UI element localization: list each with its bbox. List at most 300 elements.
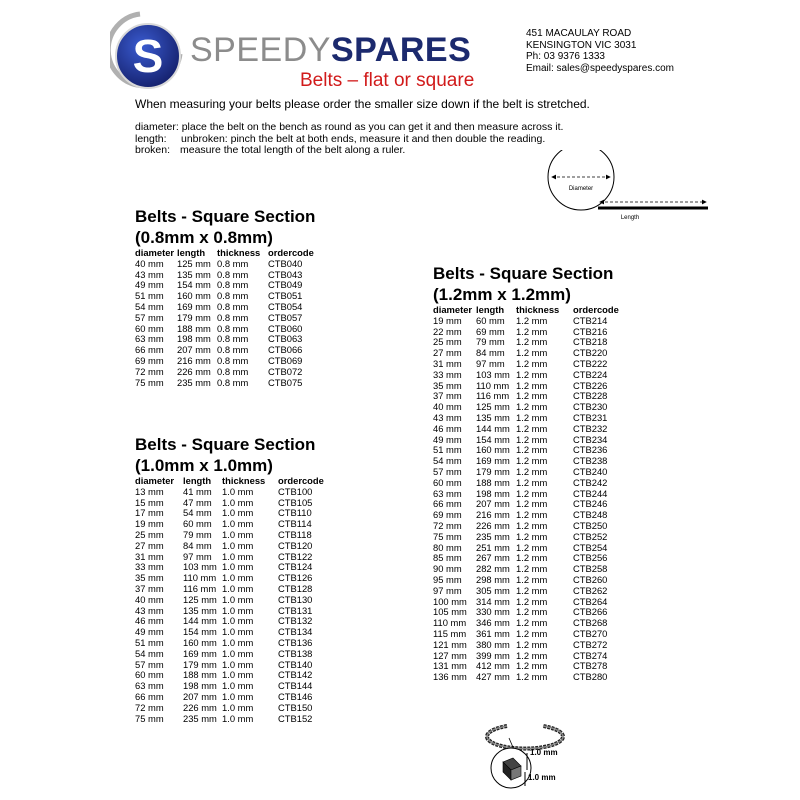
brand-part1: SPEEDY (190, 31, 331, 69)
table-row (135, 703, 324, 714)
cell-ordercode: CTB146 (278, 690, 313, 702)
cell-length: 103 mm (183, 561, 217, 573)
col-header-length: length (177, 247, 206, 258)
cell-ordercode: CTB122 (278, 550, 313, 562)
cell-diameter: 121 mm (433, 638, 467, 650)
cell-diameter: 80 mm (433, 541, 462, 553)
cell-ordercode: CTB232 (573, 422, 608, 434)
cell-ordercode: CTB060 (268, 322, 303, 334)
cell-length: 298 mm (476, 573, 510, 585)
cell-diameter: 51 mm (433, 444, 462, 456)
belt-table (433, 305, 619, 683)
cell-thickness: 1.2 mm (516, 606, 548, 618)
cell-diameter: 31 mm (135, 550, 164, 562)
col-header-thickness: thickness (516, 304, 560, 315)
cell-ordercode: CTB150 (278, 701, 313, 713)
cell-ordercode: CTB222 (573, 357, 608, 369)
cell-length: 216 mm (177, 354, 211, 366)
cell-diameter: 40 mm (135, 257, 164, 269)
cell-thickness: 0.8 mm (217, 300, 249, 312)
cell-ordercode: CTB228 (573, 390, 608, 402)
cell-diameter: 25 mm (433, 336, 462, 348)
cell-length: 110 mm (476, 379, 510, 391)
cell-ordercode: CTB126 (278, 572, 313, 584)
cell-thickness: 1.0 mm (222, 669, 254, 681)
cell-diameter: 54 mm (135, 647, 164, 659)
cell-ordercode: CTB246 (573, 498, 608, 510)
table-row (433, 640, 619, 651)
cell-thickness: 0.8 mm (217, 344, 249, 356)
cell-ordercode: CTB043 (268, 268, 303, 280)
cell-thickness: 1.2 mm (516, 390, 548, 402)
cell-ordercode: CTB140 (278, 658, 313, 670)
cell-thickness: 1.2 mm (516, 530, 548, 542)
cell-diameter: 46 mm (135, 615, 164, 627)
cell-thickness: 1.2 mm (516, 379, 548, 391)
cell-ordercode: CTB216 (573, 325, 608, 337)
cell-length: 188 mm (183, 669, 217, 681)
brand-name (190, 30, 471, 70)
cell-length: 198 mm (177, 333, 211, 345)
cell-thickness: 1.2 mm (516, 422, 548, 434)
col-header-ordercode: ordercode (268, 247, 314, 258)
cell-length: 207 mm (177, 344, 211, 356)
brand-part2: SPARES (330, 31, 472, 69)
instruction-text: measure the total length of the belt along a ruler. (180, 144, 406, 156)
belt-table (135, 476, 324, 724)
cell-thickness: 1.0 mm (222, 647, 254, 659)
table-row (135, 367, 314, 378)
cell-ordercode: CTB272 (573, 638, 608, 650)
cell-ordercode: CTB138 (278, 647, 313, 659)
cell-ordercode: CTB224 (573, 368, 608, 380)
cell-diameter: 131 mm (433, 660, 467, 672)
cell-length: 361 mm (476, 627, 510, 639)
cell-ordercode: CTB262 (573, 584, 608, 596)
cell-length: 399 mm (476, 649, 510, 661)
col-header-thickness: thickness (222, 475, 266, 486)
cell-thickness: 1.2 mm (516, 584, 548, 596)
cell-thickness: 1.2 mm (516, 476, 548, 488)
cell-length: 179 mm (476, 465, 510, 477)
cell-ordercode: CTB100 (278, 485, 313, 497)
cell-diameter: 19 mm (135, 518, 164, 530)
cell-diameter: 33 mm (433, 368, 462, 380)
cell-thickness: 0.8 mm (217, 333, 249, 345)
cell-ordercode: CTB128 (278, 582, 313, 594)
cell-ordercode: CTB230 (573, 401, 608, 413)
cell-ordercode: CTB136 (278, 636, 313, 648)
cell-thickness: 1.2 mm (516, 498, 548, 510)
cell-diameter: 95 mm (433, 573, 462, 585)
cell-diameter: 105 mm (433, 606, 467, 618)
cell-length: 125 mm (183, 593, 217, 605)
intro-text: When measuring your belts please order the smaller size down if the belt is stretched. (135, 97, 590, 111)
cell-thickness: 1.2 mm (516, 519, 548, 531)
cell-thickness: 1.2 mm (516, 401, 548, 413)
cell-length: 135 mm (183, 604, 217, 616)
cell-diameter: 43 mm (135, 604, 164, 616)
cell-thickness: 1.0 mm (222, 604, 254, 616)
cell-ordercode: CTB066 (268, 344, 303, 356)
cell-length: 198 mm (183, 680, 217, 692)
cell-diameter: 35 mm (433, 379, 462, 391)
measurement-diagram (538, 150, 713, 225)
table-row (135, 649, 324, 660)
cell-thickness: 1.2 mm (516, 649, 548, 661)
logo-letter: S (132, 30, 164, 82)
page-subtitle: Belts – flat or square (300, 70, 475, 91)
instruction-term: broken: (135, 144, 171, 156)
cell-thickness: 1.0 mm (222, 593, 254, 605)
cell-length: 160 mm (177, 290, 211, 302)
cell-diameter: 72 mm (433, 519, 462, 531)
cell-thickness: 1.2 mm (516, 433, 548, 445)
cell-length: 169 mm (476, 455, 510, 467)
cell-ordercode: CTB057 (268, 311, 303, 323)
cell-ordercode: CTB131 (278, 604, 313, 616)
section-size: (1.2mm x 1.2mm) (433, 285, 571, 304)
cell-ordercode: CTB110 (278, 507, 312, 519)
cell-diameter: 37 mm (135, 582, 164, 594)
cell-diameter: 49 mm (135, 279, 164, 291)
cell-diameter: 60 mm (135, 322, 164, 334)
cell-ordercode: CTB142 (278, 669, 313, 681)
cell-diameter: 33 mm (135, 561, 164, 573)
cell-ordercode: CTB054 (268, 300, 303, 312)
cell-length: 179 mm (183, 658, 217, 670)
cell-thickness: 1.0 mm (222, 701, 254, 713)
cell-length: 84 mm (476, 347, 505, 359)
cell-diameter: 51 mm (135, 636, 164, 648)
cell-length: 41 mm (183, 485, 212, 497)
cell-length: 125 mm (476, 401, 510, 413)
phone-line: Ph: 03 9376 1333 (526, 51, 605, 62)
cell-length: 380 mm (476, 638, 510, 650)
cell-length: 160 mm (183, 636, 217, 648)
cell-thickness: 1.2 mm (516, 347, 548, 359)
cell-length: 188 mm (177, 322, 211, 334)
cell-diameter: 66 mm (135, 344, 164, 356)
cell-length: 346 mm (476, 617, 510, 629)
cell-diameter: 22 mm (433, 325, 462, 337)
table-body (135, 487, 324, 725)
table-row (433, 424, 619, 435)
cell-ordercode: CTB280 (573, 671, 608, 683)
email-line: Email: sales@speedyspares.com (526, 62, 674, 74)
belt-ring-illustration (465, 708, 585, 796)
cell-diameter: 72 mm (135, 365, 164, 377)
cell-length: 216 mm (476, 509, 510, 521)
cell-length: 110 mm (183, 572, 217, 584)
cell-diameter: 27 mm (135, 539, 164, 551)
cell-ordercode: CTB072 (268, 365, 303, 377)
cell-length: 135 mm (177, 268, 211, 280)
col-header-length: length (183, 475, 212, 486)
cell-diameter: 136 mm (433, 671, 467, 683)
cell-length: 169 mm (177, 300, 211, 312)
cell-diameter: 17 mm (135, 507, 164, 519)
cell-ordercode: CTB132 (278, 615, 313, 627)
table-row (135, 487, 324, 498)
cell-thickness: 1.0 mm (222, 539, 254, 551)
cell-length: 54 mm (183, 507, 212, 519)
cell-diameter: 49 mm (135, 626, 164, 638)
cell-diameter: 85 mm (433, 552, 462, 564)
section-size: (1.0mm x 1.0mm) (135, 456, 273, 475)
cell-thickness: 1.2 mm (516, 465, 548, 477)
cell-length: 412 mm (476, 660, 510, 672)
col-header-ordercode: ordercode (278, 475, 324, 486)
cell-length: 160 mm (476, 444, 510, 456)
ring-label-top: 1.0 mm (530, 748, 558, 757)
cell-diameter: 51 mm (135, 290, 164, 302)
cell-ordercode: CTB244 (573, 487, 608, 499)
table-row (433, 478, 619, 489)
cell-thickness: 1.2 mm (516, 444, 548, 456)
address-line: KENSINGTON VIC 3031 (526, 39, 637, 51)
cell-length: 116 mm (183, 582, 217, 594)
cell-diameter: 69 mm (135, 354, 164, 366)
cell-thickness: 1.2 mm (516, 336, 548, 348)
cell-ordercode: CTB254 (573, 541, 608, 553)
measure-instructions (135, 122, 563, 157)
cell-thickness: 0.8 mm (217, 322, 249, 334)
cell-diameter: 43 mm (135, 268, 164, 280)
cell-diameter: 72 mm (135, 701, 164, 713)
cell-length: 314 mm (476, 595, 510, 607)
section-1-2mm (433, 263, 619, 683)
instruction-term: length: (135, 132, 167, 145)
col-header-diameter: diameter (135, 475, 175, 486)
cell-ordercode: CTB049 (268, 279, 303, 291)
cell-thickness: 1.0 mm (222, 680, 254, 692)
address-block (526, 28, 674, 74)
cell-thickness: 1.0 mm (222, 636, 254, 648)
cell-thickness: 1.0 mm (222, 626, 254, 638)
cell-ordercode: CTB134 (278, 626, 313, 638)
cell-thickness: 1.2 mm (516, 314, 548, 326)
cell-thickness: 1.2 mm (516, 368, 548, 380)
cell-ordercode: CTB266 (573, 606, 608, 618)
cell-ordercode: CTB075 (268, 376, 303, 388)
cell-ordercode: CTB234 (573, 433, 608, 445)
cell-ordercode: CTB278 (573, 660, 608, 672)
table-body (433, 316, 619, 683)
cell-ordercode: CTB231 (573, 411, 608, 423)
cell-thickness: 1.0 mm (222, 561, 254, 573)
cell-ordercode: CTB063 (268, 333, 303, 345)
cell-thickness: 1.2 mm (516, 509, 548, 521)
cell-thickness: 0.8 mm (217, 257, 249, 269)
cell-diameter: 19 mm (433, 314, 462, 326)
cell-diameter: 57 mm (135, 658, 164, 670)
cell-ordercode: CTB069 (268, 354, 303, 366)
section-0-8mm (135, 206, 315, 388)
cell-length: 267 mm (476, 552, 510, 564)
cell-ordercode: CTB051 (268, 290, 303, 302)
cell-length: 198 mm (476, 487, 510, 499)
col-header-ordercode: ordercode (573, 304, 619, 315)
cell-thickness: 0.8 mm (217, 311, 249, 323)
cell-ordercode: CTB214 (573, 314, 608, 326)
table-row (135, 714, 324, 725)
cell-diameter: 54 mm (135, 300, 164, 312)
cell-thickness: 1.0 mm (222, 690, 254, 702)
cell-length: 235 mm (476, 530, 510, 542)
cell-thickness: 1.2 mm (516, 455, 548, 467)
cell-thickness: 1.2 mm (516, 627, 548, 639)
instruction-text: place the belt on the bench as round as you can get it and then measure across it. (181, 121, 564, 133)
cell-thickness: 1.2 mm (516, 638, 548, 650)
table-row (433, 586, 619, 597)
cell-thickness: 1.0 mm (222, 712, 254, 724)
cell-diameter: 97 mm (433, 584, 462, 596)
cell-diameter: 100 mm (433, 595, 467, 607)
cell-length: 226 mm (183, 701, 217, 713)
cell-ordercode: CTB236 (573, 444, 608, 456)
cell-length: 47 mm (183, 496, 212, 508)
section-size: (0.8mm x 0.8mm) (135, 228, 273, 247)
instruction-term: diameter: (135, 121, 179, 133)
cell-length: 282 mm (476, 563, 510, 575)
cell-thickness: 1.0 mm (222, 582, 254, 594)
cell-length: 251 mm (476, 541, 510, 553)
cell-diameter: 54 mm (433, 455, 462, 467)
cell-length: 60 mm (476, 314, 505, 326)
table-row (433, 316, 619, 327)
cell-thickness: 1.2 mm (516, 487, 548, 499)
cell-thickness: 1.2 mm (516, 541, 548, 553)
cell-diameter: 63 mm (433, 487, 462, 499)
col-header-diameter: diameter (135, 247, 175, 258)
cell-diameter: 60 mm (433, 476, 462, 488)
cell-ordercode: CTB105 (278, 496, 313, 508)
cell-thickness: 1.0 mm (222, 550, 254, 562)
cell-diameter: 35 mm (135, 572, 164, 584)
cell-diameter: 49 mm (433, 433, 462, 445)
instruction-broken (135, 145, 563, 157)
table-row (135, 541, 324, 552)
cell-ordercode: CTB220 (573, 347, 608, 359)
cell-length: 330 mm (476, 606, 510, 618)
cell-length: 179 mm (177, 311, 211, 323)
table-row (135, 259, 314, 270)
section-1-0mm (135, 434, 324, 724)
cell-thickness: 1.0 mm (222, 528, 254, 540)
cell-ordercode: CTB120 (278, 539, 313, 551)
cell-length: 144 mm (183, 615, 217, 627)
cell-thickness: 0.8 mm (217, 268, 249, 280)
cell-diameter: 27 mm (433, 347, 462, 359)
cell-length: 154 mm (183, 626, 217, 638)
cell-length: 79 mm (183, 528, 212, 540)
ring-label-bottom: 1.0 mm (528, 773, 556, 782)
cell-thickness: 1.0 mm (222, 496, 254, 508)
table-row (135, 313, 314, 324)
cell-length: 135 mm (476, 411, 510, 423)
cell-diameter: 66 mm (135, 690, 164, 702)
table-body (135, 259, 314, 389)
cell-ordercode: CTB268 (573, 617, 608, 629)
cell-length: 235 mm (183, 712, 217, 724)
cell-diameter: 75 mm (135, 376, 164, 388)
cell-ordercode: CTB242 (573, 476, 608, 488)
cell-diameter: 63 mm (135, 680, 164, 692)
col-header-thickness: thickness (217, 247, 261, 258)
cell-diameter: 31 mm (433, 357, 462, 369)
cell-diameter: 75 mm (433, 530, 462, 542)
cell-thickness: 1.2 mm (516, 563, 548, 575)
cell-ordercode: CTB258 (573, 563, 608, 575)
cell-length: 207 mm (183, 690, 217, 702)
cell-thickness: 1.2 mm (516, 573, 548, 585)
cell-diameter: 110 mm (433, 617, 467, 629)
cell-thickness: 1.2 mm (516, 325, 548, 337)
cell-diameter: 90 mm (433, 563, 462, 575)
cell-ordercode: CTB252 (573, 530, 608, 542)
cell-ordercode: CTB144 (278, 680, 313, 692)
cell-thickness: 1.2 mm (516, 357, 548, 369)
cell-thickness: 1.0 mm (222, 485, 254, 497)
cell-ordercode: CTB114 (278, 518, 312, 530)
cell-diameter: 115 mm (433, 627, 467, 639)
cell-thickness: 1.2 mm (516, 671, 548, 683)
cell-diameter: 57 mm (135, 311, 164, 323)
cell-length: 116 mm (476, 390, 510, 402)
section-title: Belts - Square Section (433, 264, 614, 283)
length-label: Length (620, 215, 640, 221)
cell-length: 69 mm (476, 325, 505, 337)
cell-length: 226 mm (476, 519, 510, 531)
cell-thickness: 1.2 mm (516, 552, 548, 564)
table-row (433, 370, 619, 381)
cell-length: 154 mm (476, 433, 510, 445)
cell-thickness: 0.8 mm (217, 279, 249, 291)
table-row (135, 378, 314, 389)
cell-ordercode: CTB260 (573, 573, 608, 585)
cell-length: 97 mm (183, 550, 212, 562)
cell-length: 125 mm (177, 257, 211, 269)
table-row (135, 595, 324, 606)
cell-ordercode: CTB040 (268, 257, 303, 269)
cell-thickness: 0.8 mm (217, 290, 249, 302)
cell-thickness: 0.8 mm (217, 365, 249, 377)
cell-diameter: 69 mm (433, 509, 462, 521)
cell-length: 84 mm (183, 539, 212, 551)
cell-ordercode: CTB218 (573, 336, 608, 348)
cell-thickness: 1.2 mm (516, 411, 548, 423)
cell-thickness: 1.2 mm (516, 595, 548, 607)
cell-ordercode: CTB124 (278, 561, 313, 573)
instruction-text: unbroken: pinch the belt at both ends, measure it and then double the reading. (181, 132, 546, 145)
cell-length: 226 mm (177, 365, 211, 377)
address-line: 451 MACAULAY ROAD (526, 28, 632, 39)
col-header-length: length (476, 304, 505, 315)
cell-ordercode: CTB264 (573, 595, 608, 607)
cell-diameter: 127 mm (433, 649, 467, 661)
cell-diameter: 46 mm (433, 422, 462, 434)
cell-length: 427 mm (476, 671, 510, 683)
table-row (433, 532, 619, 543)
cell-diameter: 37 mm (433, 390, 462, 402)
cell-ordercode: CTB270 (573, 627, 608, 639)
cell-length: 103 mm (476, 368, 510, 380)
cell-diameter: 43 mm (433, 411, 462, 423)
cell-diameter: 75 mm (135, 712, 164, 724)
cell-thickness: 1.0 mm (222, 658, 254, 670)
cell-ordercode: CTB248 (573, 509, 608, 521)
